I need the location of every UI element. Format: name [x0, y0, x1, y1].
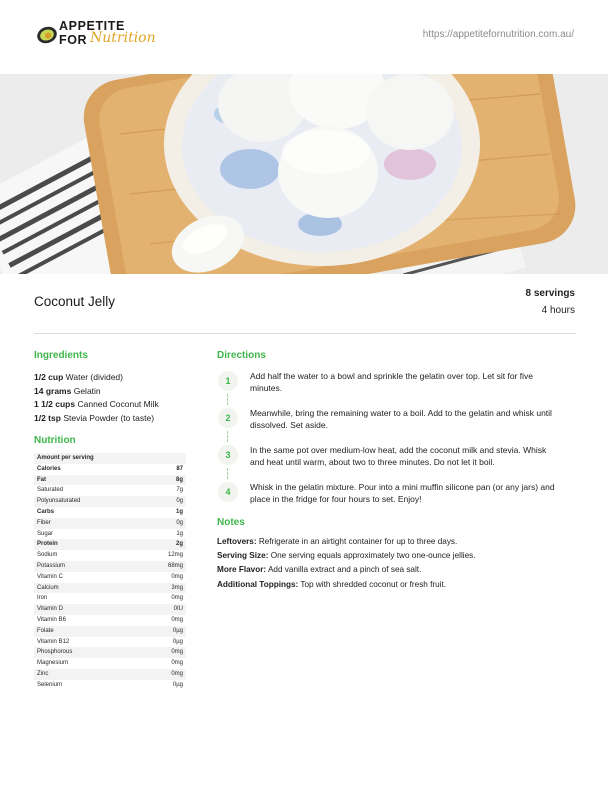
ingredient-qty: 1/2 tsp	[34, 412, 61, 423]
direction-step	[216, 442, 561, 479]
avocado-icon	[36, 24, 58, 44]
hero-photo	[0, 74, 608, 274]
note-text: Add vanilla extract and a pinch of sea salt.	[267, 565, 422, 575]
nutrition-row	[34, 550, 186, 561]
nutrition-row	[34, 658, 186, 669]
site-url[interactable]: https://appetitefornutrition.com.au/	[422, 29, 574, 40]
step-text: Whisk in the gelatin mixture. Pour into a mini muffin silicone pan (or any jars) and place in the fridge for four hours to set. Enjoy!	[250, 482, 555, 504]
notes-heading: Notes	[217, 517, 245, 528]
ingredient-name: Stevia Powder (to taste)	[63, 412, 155, 423]
nutrient-label: Fat	[37, 476, 46, 483]
brand-logo[interactable]	[36, 18, 156, 50]
brand-word-2: FOR	[59, 33, 88, 47]
nutrition-table	[34, 453, 186, 691]
ingredients-heading: Ingredients	[34, 350, 88, 361]
ingredients-list	[34, 371, 204, 425]
step-connector	[227, 394, 228, 405]
step-text: Add half the water to a bowl and sprinkle the gelatin over top. Let sit for five minutes.	[250, 371, 534, 393]
step-text: Meanwhile, bring the remaining water to a boil. Add to the gelatin and whisk until dissolved. Set aside.	[250, 408, 552, 430]
brand-word-1: APPETITE	[59, 19, 125, 33]
note-item	[217, 535, 577, 549]
ingredient-qty: 14 grams	[34, 385, 72, 396]
note-item	[217, 549, 577, 563]
nutrient-value: 0mg	[171, 616, 183, 623]
nutrient-label: Protein	[37, 541, 58, 548]
nutrient-label: Fiber	[37, 519, 51, 526]
nutrient-label: Phosphorous	[37, 649, 73, 656]
nutrition-row	[34, 680, 186, 691]
nutrient-label: Polyunsaturated	[37, 498, 81, 505]
nutrient-value: 8g	[175, 476, 183, 483]
note-text: Top with shredded coconut or fresh fruit.	[300, 579, 447, 589]
note-label: Serving Size:	[217, 551, 269, 561]
direction-step	[216, 405, 561, 442]
nutrient-label: Amount per serving	[37, 455, 94, 461]
nutrient-label: Vitamin B12	[37, 638, 70, 645]
nutrient-value: 1g	[175, 508, 183, 515]
nutrient-label: Zinc	[37, 670, 49, 677]
step-number: 4	[218, 482, 238, 502]
nutrient-label: Vitamin B6	[37, 616, 66, 623]
divider	[34, 333, 576, 334]
nutrition-row	[34, 529, 186, 540]
nutrient-value: 68mg	[167, 562, 183, 569]
nutrient-value: 0g	[176, 519, 183, 526]
ingredient-name: Gelatin	[73, 385, 101, 396]
nutrient-label: Sugar	[37, 530, 54, 537]
nutrient-label: Vitamin D	[37, 606, 63, 613]
nutrition-row	[34, 647, 186, 658]
note-text: Refrigerate in an airtight container for up to three days.	[258, 537, 458, 546]
nutrient-value: 1g	[176, 530, 183, 537]
nutrient-value: 0mg	[171, 660, 183, 667]
ingredient-item	[34, 398, 204, 412]
nutrient-label: Iron	[37, 595, 48, 602]
nutrient-label: Sodium	[37, 552, 58, 559]
ingredient-name: Water (divided)	[65, 372, 123, 382]
directions-list	[216, 368, 561, 516]
nutrient-value: 0µg	[172, 627, 183, 634]
nutrition-row	[34, 475, 186, 486]
nutrient-label: Selenium	[37, 681, 63, 688]
nutrient-label: Calcium	[37, 584, 59, 591]
servings-count: 8 servings	[525, 288, 575, 299]
nutrient-label: Carbs	[37, 508, 55, 515]
step-number: 3	[218, 445, 238, 465]
ingredient-qty: 1 1/2 cups	[34, 399, 76, 409]
nutrition-row	[34, 626, 186, 637]
step-number: 2	[218, 408, 238, 428]
nutrition-row	[34, 496, 186, 507]
nutrient-label: Potassium	[37, 562, 66, 569]
directions-heading: Directions	[217, 350, 266, 361]
ingredient-item	[34, 412, 204, 426]
nutrient-value: 0mg	[171, 595, 183, 602]
note-item	[217, 578, 577, 592]
ingredient-item	[34, 385, 204, 399]
nutrition-row	[34, 561, 186, 572]
nutrition-heading: Nutrition	[34, 435, 76, 446]
nutrient-value: 0mg	[171, 573, 183, 580]
nutrient-label: Magnesium	[37, 660, 69, 667]
nutrient-value: 0g	[176, 498, 183, 505]
nutrition-row	[34, 615, 186, 626]
step-number: 1	[218, 371, 238, 391]
direction-step	[216, 368, 561, 405]
note-label: Leftovers:	[217, 537, 257, 546]
nutrition-row	[34, 669, 186, 680]
note-text: One serving equals approximately two one-ounce jellies.	[270, 551, 476, 561]
nutrient-value: 0µg	[172, 638, 183, 645]
nutrient-label: Saturated	[37, 487, 64, 494]
nutrition-row	[34, 604, 186, 615]
note-label: Additional Toppings:	[217, 579, 299, 589]
nutrient-value: 0mg	[171, 670, 183, 677]
nutrition-row	[34, 583, 186, 594]
nutrient-value: 2g	[175, 541, 183, 548]
nutrient-value: 12mg	[167, 552, 183, 559]
nutrition-row	[34, 464, 186, 475]
brand-script: Nutrition	[90, 30, 156, 46]
nutrition-row	[34, 593, 186, 604]
notes-list	[217, 535, 577, 592]
direction-step	[216, 479, 561, 516]
nutrition-row	[34, 485, 186, 496]
ingredient-item	[34, 371, 204, 385]
note-label: More Flavor:	[217, 565, 267, 575]
total-time: 4 hours	[541, 305, 575, 316]
nutrient-label: Vitamin C	[37, 573, 63, 580]
recipe-title: Coconut Jelly	[34, 294, 116, 309]
nutrient-value: 7g	[176, 487, 183, 494]
nutrition-row	[34, 518, 186, 529]
nutrient-label: Folate	[37, 627, 54, 634]
note-item	[217, 563, 577, 577]
step-connector	[227, 431, 228, 442]
nutrition-row	[34, 539, 186, 550]
nutrient-value: 0IU	[173, 606, 183, 613]
nutrition-row	[34, 637, 186, 648]
nutrition-row	[34, 572, 186, 583]
step-connector	[227, 468, 228, 479]
nutrition-row	[34, 453, 186, 464]
nutrient-value: 87	[176, 465, 183, 472]
nutrient-label: Calories	[37, 465, 61, 472]
nutrient-value: 0mg	[171, 649, 183, 656]
nutrient-value: 3mg	[171, 584, 183, 591]
step-text: In the same pot over medium-low heat, add the coconut milk and stevia. Whisk and heat until warm, about two to three minutes. Do not let it boil.	[250, 445, 547, 467]
page-header	[0, 0, 608, 74]
nutrient-value: 0µg	[172, 681, 183, 688]
ingredient-qty: 1/2 cup	[34, 372, 64, 382]
ingredient-name: Canned Coconut Milk	[77, 399, 159, 409]
nutrition-row	[34, 507, 186, 518]
